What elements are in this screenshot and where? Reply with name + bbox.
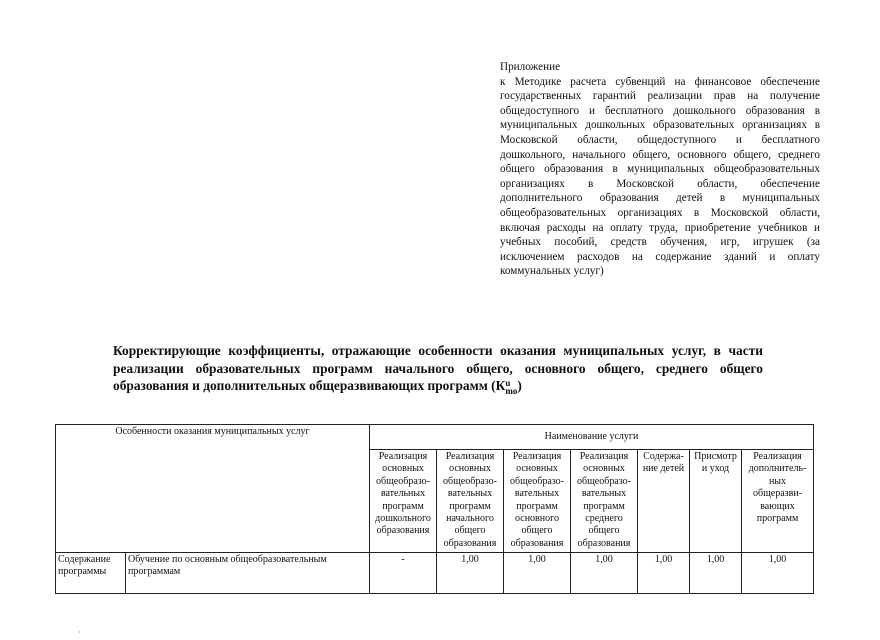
column-header: Присмотр и уход <box>690 450 742 553</box>
row-value: 1,00 <box>742 553 814 594</box>
header-features: Особенности оказания муниципальных услуг <box>56 425 370 553</box>
row-value: 1,00 <box>571 553 638 594</box>
row-value: 1,00 <box>690 553 742 594</box>
column-header: Реализация основных общеобразо-вательных программ начального общего образования <box>437 450 504 553</box>
column-header: Реализация основных общеобразо-вательных программ основного общего образования <box>504 450 571 553</box>
row-feature: Обучение по основным общеобразовательным программам <box>126 553 370 594</box>
row-value: 1,00 <box>437 553 504 594</box>
title-text: Корректирующие коэффициенты, отражающие особенности оказания муниципальных услуг, в части реализации образовательных программ начального общего, основного общего, среднего общего образования и дополнительных общеразвивающих программ (К <box>113 343 763 393</box>
title-close: ) <box>517 378 522 393</box>
table-row <box>56 553 814 594</box>
column-header: Реализация основных общеобразо-вательных программ дошкольного образования <box>370 450 437 553</box>
coefficient-sub: mo <box>505 385 518 396</box>
coefficients-table <box>55 424 814 594</box>
appendix-text: к Методике расчета субвенций на финансовое обеспечение государственных гарантий реализации прав на получение общедоступного и бесплатного дошкольного образования в муниципальных дошкольных образовательных организациях в Московской области, общедоступного и бесплатного дошкольного, начального общего, основного общего, среднего общего образования в муниципальных общеобразовательных организациях в Московской области, обеспечение дополнительного образования детей в муниципальных общеобразовательных организациях в Московской области, включая расходы на оплату труда, приобретение учебников и учебных пособий, средств обучения, игр, игрушек (за исключением расходов на содержание зданий и оплату коммунальных услуг) <box>500 75 820 278</box>
document-title <box>113 342 763 395</box>
coefficient-sup: u <box>505 377 511 388</box>
column-header: Реализация основных общеобразо-вательных программ среднего общего образования <box>571 450 638 553</box>
header-service-name: Наименование услуги <box>370 425 814 450</box>
row-group: Содержание программы <box>56 553 126 594</box>
column-header: Содержа-ние детей <box>638 450 690 553</box>
appendix-block <box>500 60 820 279</box>
row-value: 1,00 <box>504 553 571 594</box>
column-header: Реализация дополнитель-ных общеразви-вающих программ <box>742 450 814 553</box>
appendix-heading: Приложение <box>500 61 561 73</box>
row-value: - <box>370 553 437 594</box>
scan-mark: · <box>78 628 81 637</box>
row-value: 1,00 <box>638 553 690 594</box>
coefficient-symbol <box>505 377 522 396</box>
